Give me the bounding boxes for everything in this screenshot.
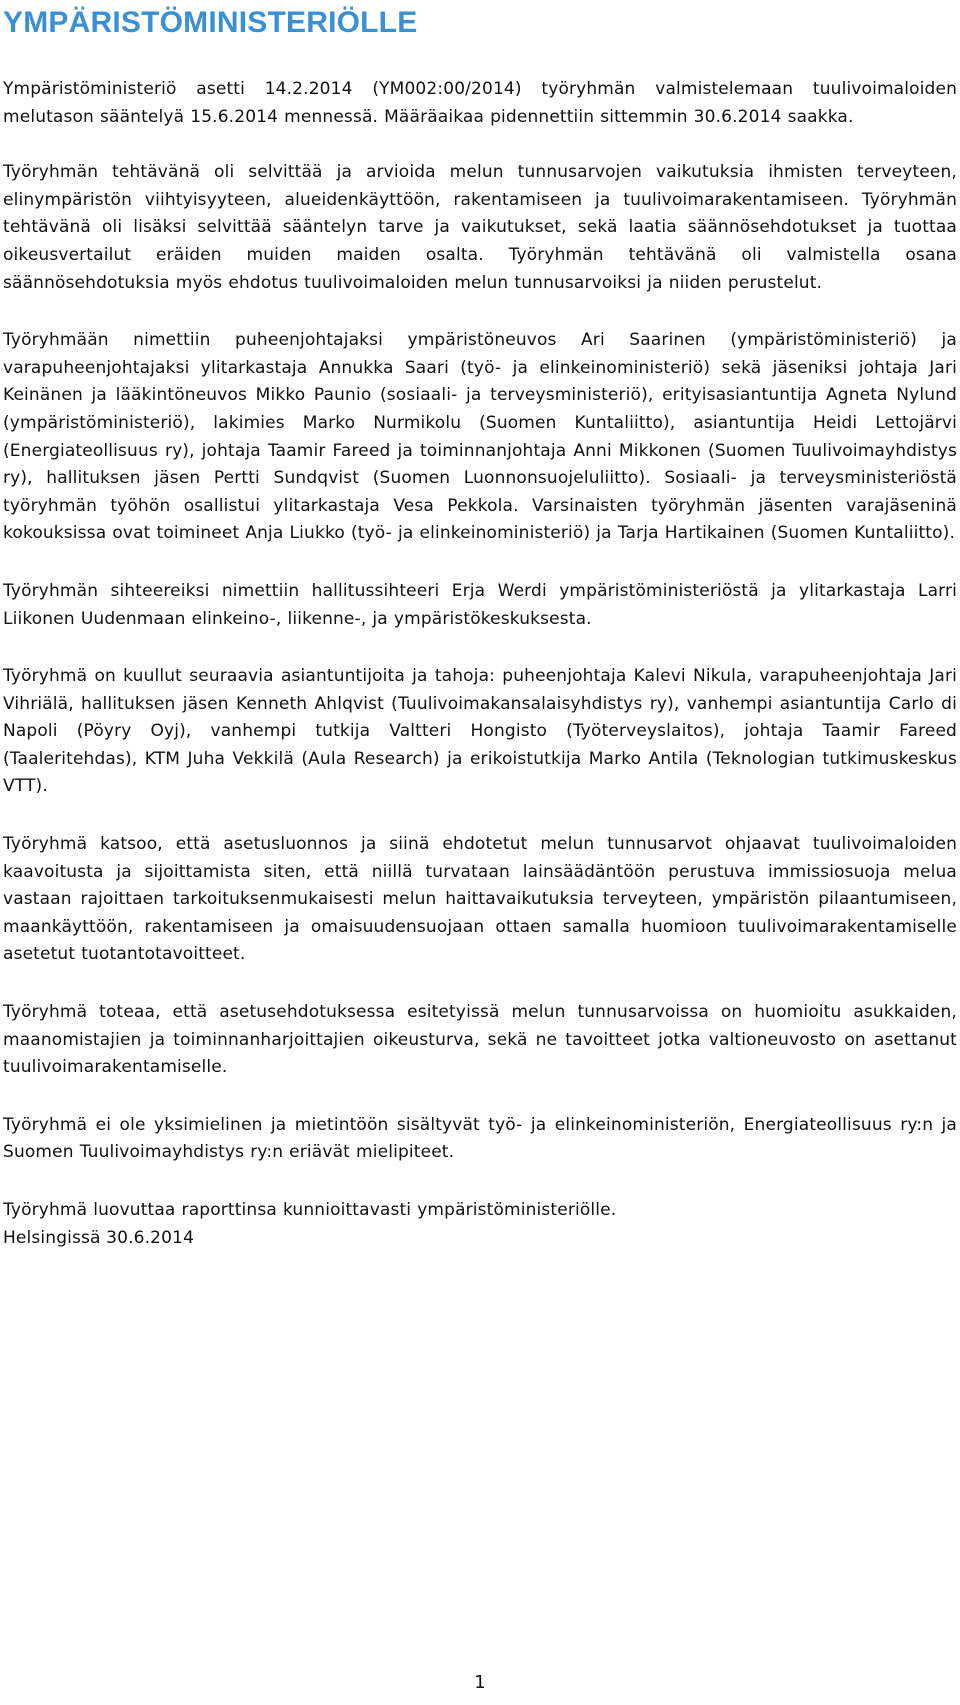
paragraph-dissent: Työryhmä ei ole yksimielinen ja mietintöön sisältyvät työ- ja elinkeinoministeriön, Energiateollisuus ry:n ja Suomen Tuulivoimayhdistys ry:n eriävät mielipiteet. [3,1114,957,1163]
paragraph-assessment: Työryhmä katsoo, että asetusluonnos ja siinä ehdotetut melun tunnusarvot ohjaavat tuulivoimaloiden kaavoitusta ja sijoittamista siten, että niillä turvataan lainsäädäntöön perustuva immissiosuoja melua vastaan rajoittaen tarkoituksenmukaisesti melun haittavaikutuksia terveyteen, ympäristön pilaantumiseen, maankäyttöön, rakentamiseen ja omaisuudensuojaan ottaen samalla huomioon tuulivoimarakentamiselle asetetut tuotantotavoitteet. [3,834,957,965]
paragraph-tasks: Työryhmän tehtävänä oli selvittää ja arvioida melun tunnusarvojen vaikutuksia ihmisten terveyteen, elinympäristön viihtyisyyteen, alueidenkäyttöön, rakentamiseen ja tuulivoimarakentamiseen. Työryhmän tehtävänä oli lisäksi selvittää sääntelyn tarve ja vaikutukset, sekä laatia säännösehdotukset ja tuottaa oikeusvertailut eräiden muiden maiden osalta. Työryhmän tehtävänä oli valmistella osana säännösehdotuksia myös ehdotus tuulivoimaloiden melun tunnusarvoiksi ja niiden perustelut. [3,162,957,293]
paragraph-secretaries: Työryhmän sihteereiksi nimettiin hallitussihteeri Erja Werdi ympäristöministeriöstä ja ylitarkastaja Larri Liikonen Uudenmaan elinkeino-, liikenne-, ja ympäristökeskuksesta. [3,580,957,629]
paragraph-experts-heard: Työryhmä on kuullut seuraavia asiantuntijoita ja tahoja: puheenjohtaja Kalevi Nikula, varapuheenjohtaja Jari Vihriälä, hallituksen jäsen Kenneth Ahlqvist (Tuulivoimakansalaisyhdistys ry), vanhempi asiantuntija Carlo di Napoli (Pöyry Oyj), vanhempi tutkija Valtteri Hongisto (Työterveyslaitos), johtaja Taamir Fareed (Taaleritehdas), KTM Juha Vekkilä (Aula Research) ja erikoistutkija Marko Antila (Teknologian tutkimuskeskus VTT). [3,666,957,797]
paragraph-members: Työryhmään nimettiin puheenjohtajaksi ympäristöneuvos Ari Saarinen (ympäristöministeriö) ja varapuheenjohtajaksi ylitarkastaja Annukka Saari (työ- ja elinkeinoministeriö) sekä jäseniksi johtaja Jari Keinänen ja lääkintöneuvos Mikko Paunio (sosiaali- ja terveysministeriö), erityisasiantuntija Agneta Nylund (ympäristöministeriö), lakimies Marko Nurmikolu (Suomen Kuntaliitto), asiantuntija Heidi Lettojärvi (Energiateollisuus ry), johtaja Taamir Fareed ja toiminnanjohtaja Anni Mikkonen (Suomen Tuulivoimayhdistys ry), hallituksen jäsen Pertti Sundqvist (Suomen Luonnonsuojeluliitto). Sosiaali- ja terveysministeriöstä työryhmän työhön osallistui ylitarkastaja Vesa Pekkola. Varsinaisten työryhmän jäsenten varajäseninä kokouksissa ovat toimineet Anja Liukko (työ- ja elinkeinoministeriö) ja Tarja Hartikainen (Suomen Kuntaliitto). [3,330,957,544]
document-body [3,76,957,1252]
paragraph-rights: Työryhmä toteaa, että asetusehdotuksessa esitetyissä melun tunnusarvoissa on huomioitu asukkaiden, maanomistajien ja toiminnanharjoittajien oikeusturva, sekä ne tavoitteet jotka valtioneuvosto on asettanut tuulivoimarakentamiselle. [3,1002,957,1078]
document-heading: YMPÄRISTÖMINISTERIÖLLE [3,6,418,39]
paragraph-submission: Työryhmä luovuttaa raporttinsa kunnioittavasti ympäristöministeriölle. [3,1200,617,1220]
page-number: 1 [474,1672,486,1693]
paragraph-appointment: Ympäristöministeriö asetti 14.2.2014 (YM002:00/2014) työryhmän valmistelemaan tuulivoimaloiden melutason sääntelyä 15.6.2014 mennessä. Määräaikaa pidennettiin sittemmin 30.6.2014 saakka. [3,79,957,127]
place-date: Helsingissä 30.6.2014 [3,1227,195,1248]
